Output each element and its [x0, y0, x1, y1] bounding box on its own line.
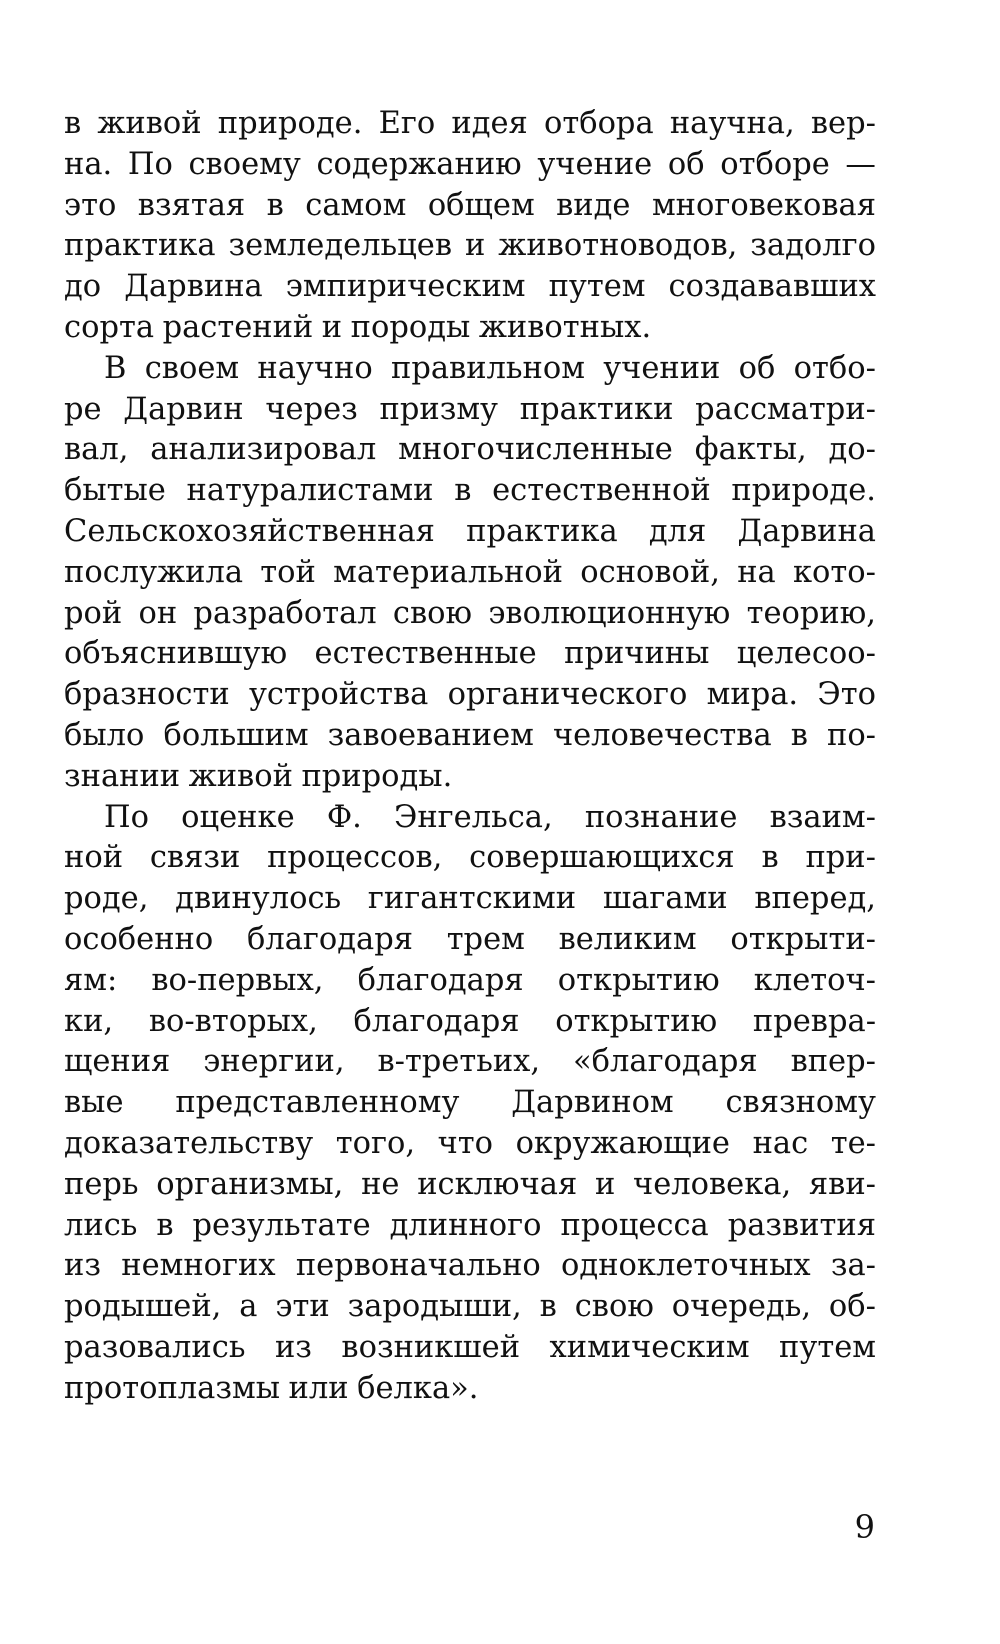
text-line: лись в результате длинного процесса развития	[64, 1207, 876, 1243]
paragraph-2	[64, 349, 876, 798]
text-line: сорта растений и породы животных.	[64, 309, 652, 345]
text-line: практика земледельцев и животноводов, задолго	[64, 228, 876, 264]
text-line: бытые натуралистами в естественной природе.	[64, 473, 876, 509]
text-line: ям: во-первых, благодаря открытию клеточ-	[64, 962, 876, 998]
text-line: Сельскохозяйственная практика для Дарвина	[64, 513, 876, 549]
text-line: ки, во-вторых, благодаря открытию превра-	[64, 1003, 876, 1039]
text-line: знании живой природы.	[64, 758, 453, 794]
text-line: доказательству того, что окружающие нас те-	[64, 1125, 876, 1161]
text-line: это взятая в самом общем виде многовековая	[64, 187, 876, 223]
text-line: рой он разработал свою эволюционную теорию,	[64, 595, 876, 631]
text-line: особенно благодаря трем великим открыти-	[64, 921, 876, 957]
text-line: послужила той материальной основой, на кото-	[64, 554, 876, 590]
text-line: протоплазмы или белка».	[64, 1370, 479, 1406]
text-line: вые представленному Дарвином связному	[64, 1085, 876, 1121]
text-line: ре Дарвин через призму практики рассматри-	[64, 391, 876, 427]
text-line: вал, анализировал многочисленные факты, до-	[64, 432, 876, 468]
text-line: роде, двинулось гигантскими шагами вперед,	[64, 881, 876, 917]
text-line: родышей, а эти зародыши, в свою очередь, об-	[64, 1289, 876, 1325]
page-number: 9	[854, 1508, 875, 1546]
text-line: бразности устройства органического мира. Это	[64, 677, 876, 713]
text-line: в живой природе. Его идея отбора научна, вер-	[64, 106, 876, 141]
text-line: из немногих первоначально одноклеточных за-	[64, 1248, 876, 1284]
paragraph-1	[64, 104, 876, 349]
text-line: объяснившую естественные причины целесоо-	[64, 636, 876, 672]
text-line: перь организмы, не исключая и человека, яви-	[64, 1166, 876, 1202]
text-line: разовались из возникшей химическим путем	[64, 1329, 876, 1365]
paragraph-3	[64, 798, 876, 1410]
text-line: до Дарвина эмпирическим путем создававших	[64, 269, 876, 305]
text-line: на. По своему содержанию учение об отборе —	[64, 146, 876, 182]
text-line: ной связи процессов, совершающихся в при-	[64, 840, 876, 876]
body-text	[64, 104, 876, 1410]
text-line: щения энергии, в-третьих, «благодаря впер-	[64, 1044, 876, 1080]
text-line: было большим завоеванием человечества в по-	[64, 717, 876, 753]
text-line: По оценке Ф. Энгельса, познание взаим-	[104, 799, 876, 835]
text-line: В своем научно правильном учении об отбо-	[104, 350, 876, 386]
